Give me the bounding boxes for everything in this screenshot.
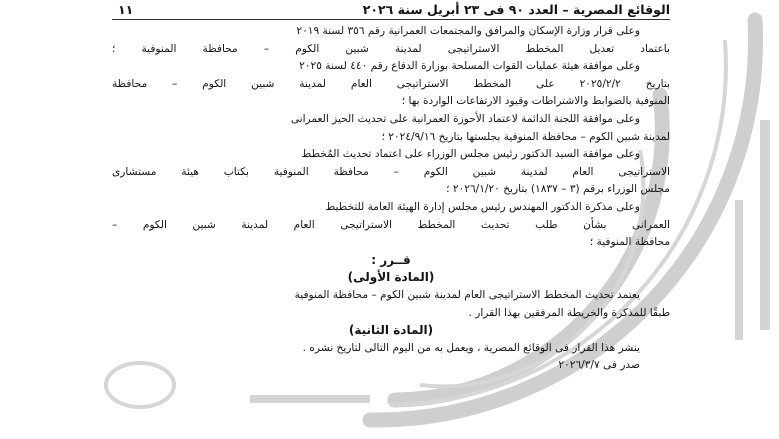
text-line: محافظة المنوفية ؛ <box>589 236 670 249</box>
text-line: بتاريخ ٢٠٢٥/٢/٢ على المخطط الاستراتيجى العام لمدينة شبين الكوم – محافظة <box>112 77 670 90</box>
page-number: ١١ <box>118 2 134 17</box>
page-header <box>112 2 670 20</box>
text-line: وعلى مذكرة الدكتور المهندس رئيس مجلس إدارة الهيئة العامة للتخطيط <box>325 200 640 213</box>
text-line: العمرانى بشأن طلب تحديث المخطط الاستراتيجى العام لمدينة شبين الكوم – <box>112 218 670 231</box>
text-line: يعتمد تحديث المخطط الاستراتيجى العام لمدينة شبين الكوم – محافظة المنوفية <box>294 288 640 301</box>
text-line: طبقًا للمذكرة والخريطة المرفقين بهذا القرار . <box>468 306 670 319</box>
decree-heading: قــرر : <box>371 252 411 267</box>
article-two-heading: (المادة الثانية) <box>348 323 434 338</box>
text-line: باعتماد تعديل المخطط الاستراتيجى لمدينة شبين الكوم – محافظة المنوفية ؛ <box>112 42 670 55</box>
gazette-issue-title: الوقائع المصرية – العدد ٩٠ فى ٢٣ أبريل سنة ٢٠٢٦ <box>362 2 670 17</box>
text-line: مجلس الوزراء برقم (٣ – ١٨٣٧) بتاريخ ٢٠٢٦/١/٢٠ ؛ <box>446 183 670 196</box>
article-one-heading: (المادة الأولى) <box>347 270 435 285</box>
decree-body <box>112 23 670 375</box>
text-line: الاستراتيجى العام لمدينة شبين الكوم – محافظة المنوفية بكتاب هيئة مستشارى <box>112 165 670 178</box>
text-line: ينشر هذا القرار فى الوقائع المصرية ، ويعمل به من اليوم التالى لتاريخ نشره . <box>302 341 640 354</box>
text-line: وعلى موافقة هيئة عمليات القوات المسلحة بوزارة الدفاع رقم ٤٤٠ لسنة ٢٠٢٥ <box>299 60 640 73</box>
text-line: لمدينة شبين الكوم – محافظة المنوفية بجلستها بتاريخ ٢٠٢٤/٩/١٦ ؛ <box>381 130 670 143</box>
text-line: وعلى موافقة السيد الدكتور رئيس مجلس الوزراء على اعتماد تحديث المُخطط <box>301 148 640 161</box>
text-line: وعلى قرار وزارة الإسكان والمرافق والمجتمعات العمرانية رقم ٣٥٦ لسنة ٢٠١٩ <box>296 25 640 37</box>
text-line: المنوفية بالضوابط والاشتراطات وقيود الارتفاعات الواردة بها ؛ <box>401 95 670 108</box>
text-line: وعلى موافقة اللجنة الدائمة لاعتماد الأحوزة العمرانية على تحديث الحيز العمرانى <box>290 112 640 125</box>
issue-date-line: صدر فى ٢٠٢٦/٣/٧ <box>558 359 640 372</box>
